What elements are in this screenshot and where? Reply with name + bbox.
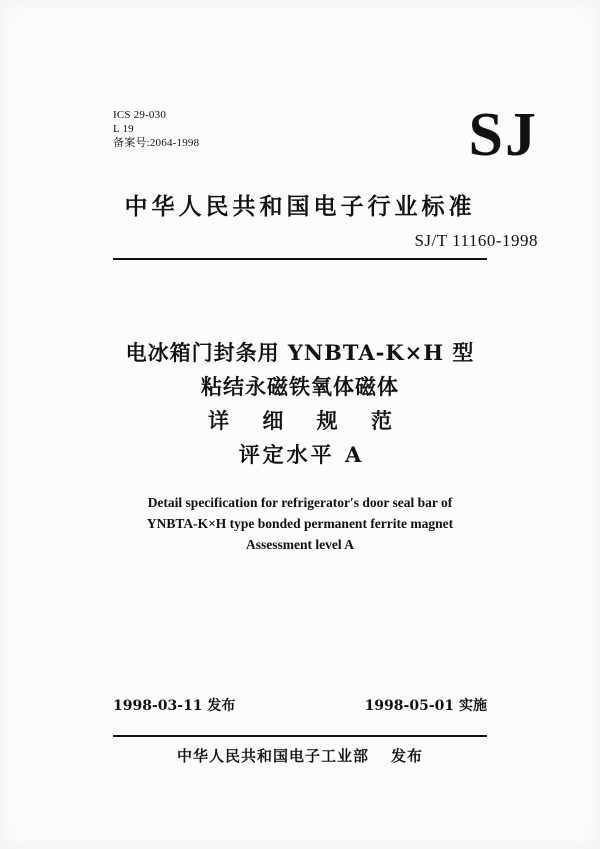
title-en-line-1: Detail specification for refrigerator′s door seal bar of [147,495,453,510]
document-title-chinese [0,336,600,472]
title-cn-line-1: 电冰箱门封条用 YNBTA-K×H 型 [125,340,475,365]
issue-date: 1998-03-11 发布 [113,698,236,714]
standard-code: SJ/T 11160-1998 [414,231,538,250]
classification-code: L 19 [113,123,134,135]
divider-bottom [113,735,487,737]
effective-date: 1998-05-01 实施 [364,698,487,714]
publisher-action: 发布 [391,747,424,765]
title-cn-line-2: 粘结永磁铁氧体磁体 [201,374,399,399]
header-metadata [113,108,199,150]
publication-dates [113,695,487,715]
title-cn-line-4: 评定水平 A [238,442,365,467]
title-en-line-3: Assessment level A [246,537,354,552]
sj-logo: SJ [468,101,538,169]
divider-top [113,258,487,260]
record-number: 备案号:2064-1998 [113,137,200,149]
organization-title: 中华人民共和国电子行业标准 [124,193,476,220]
publisher-line [0,745,600,766]
ics-code: ICS 29-030 [113,109,167,121]
publisher-name: 中华人民共和国电子工业部 [176,747,369,765]
document-title-english [0,492,600,555]
title-en-line-2: YNBTA-K×H type bonded permanent ferrite magnet [146,516,454,531]
title-cn-line-3: 详 细 规 范 [208,408,405,433]
